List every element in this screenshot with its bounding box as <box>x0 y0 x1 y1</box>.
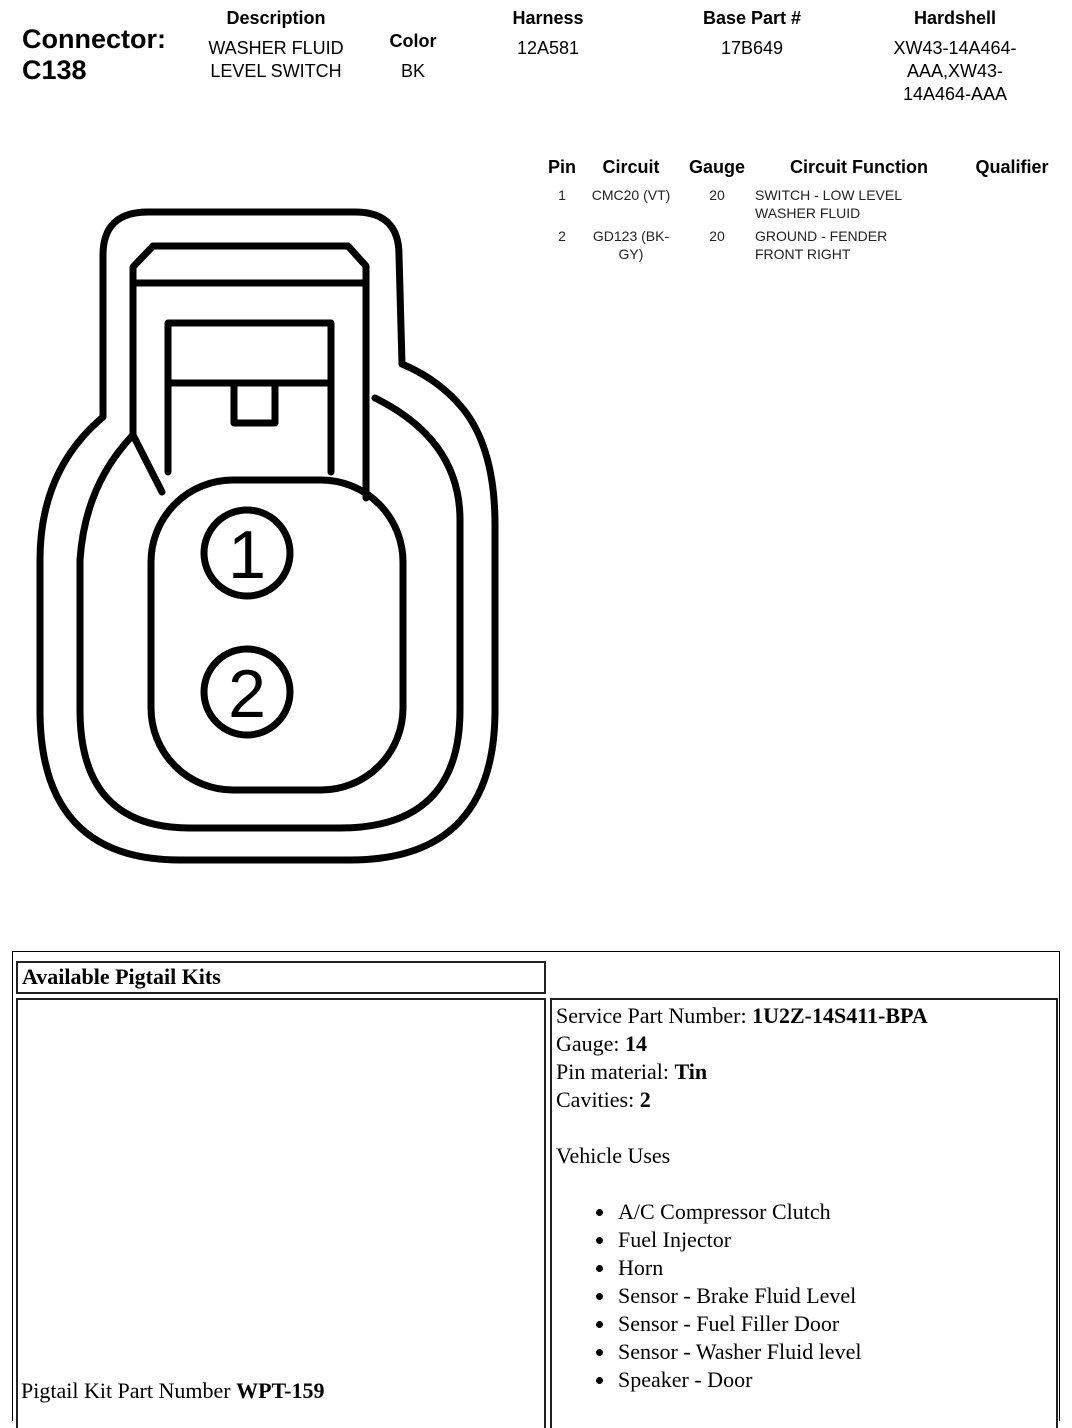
pigtail-kits-header: Available Pigtail Kits <box>22 964 221 989</box>
qualifier-col-header: Qualifier <box>975 157 1049 177</box>
latch-window-outline <box>168 323 331 472</box>
gauge-line <box>556 1030 928 1058</box>
circuit-col-header: Circuit <box>602 157 660 177</box>
pin-2-function-line-1: GROUND - FENDER <box>755 228 888 244</box>
pin-1-label: 1 <box>228 517 266 593</box>
pigtail-kit-part-number <box>21 1377 325 1405</box>
hardshell-value <box>860 37 1050 106</box>
pin-col-header: Pin <box>547 157 576 177</box>
connector-label-title: Connector: <box>22 24 166 54</box>
latch-left-wall <box>133 280 162 492</box>
kit-details <box>556 1002 928 1394</box>
connector-face-drawing <box>0 170 520 890</box>
service-part-line <box>556 1002 928 1030</box>
cavities-value: 2 <box>639 1087 651 1112</box>
pin-1-number: 1 <box>558 187 566 203</box>
pin-1-function-line-1: SWITCH - LOW LEVEL <box>755 187 903 203</box>
pigtail-kit-details-cell <box>550 998 1058 1428</box>
pin-2-function-line-2: FRONT RIGHT <box>755 246 851 262</box>
pin-1-function-line-2: WASHER FLUID <box>755 205 861 221</box>
pin-2-circuit-line-2: GY) <box>618 246 644 262</box>
vehicle-use-item: • Horn <box>616 1254 928 1282</box>
harness-header: Harness <box>512 8 584 28</box>
pin-1-circuit-line-1: CMC20 (VT) <box>591 187 671 203</box>
description-line-1: WASHER FLUID <box>208 38 344 58</box>
pin-2-label: 2 <box>228 656 266 732</box>
circuit-function-col-header: Circuit Function <box>790 157 928 177</box>
gauge-col-header: Gauge <box>688 157 745 177</box>
vehicle-use-item: • Sensor - Brake Fluid Level <box>616 1282 928 1310</box>
connector-label <box>22 24 166 86</box>
kit-part-value: WPT-159 <box>236 1378 325 1403</box>
vehicle-use-item: • Fuel Injector <box>616 1226 928 1254</box>
hardshell-line-3: 14A464-AAA <box>902 84 1008 104</box>
description-header: Description <box>226 8 326 28</box>
color-value: BK <box>400 61 425 81</box>
pigtail-kits-header-cell <box>16 961 546 994</box>
pin-1-circuit <box>584 186 678 204</box>
latch-cap-outline <box>133 246 366 280</box>
pigtail-kit-image-cell <box>16 998 546 1428</box>
harness-value: 12A581 <box>516 38 580 58</box>
pin-2-number: 2 <box>558 228 566 244</box>
hardshell-line-2: AAA,XW43- <box>906 61 1004 81</box>
latch-notch <box>234 383 275 423</box>
vehicle-use-item: • A/C Compressor Clutch <box>616 1198 928 1226</box>
outer-housing-outline <box>40 212 495 860</box>
vehicle-use-item: • Sensor - Washer Fluid level <box>616 1338 928 1366</box>
kit-part-label: Pigtail Kit Part Number <box>21 1378 237 1403</box>
pin-2-circuit <box>584 227 678 263</box>
base-part-header: Base Part # <box>702 8 802 28</box>
pin-2-circuit-line-1: GD123 (BK- <box>592 228 670 244</box>
service-part-value: 1U2Z-14S411-BPA <box>752 1003 928 1028</box>
gauge-label: Gauge: <box>556 1031 626 1056</box>
vehicle-uses-list <box>556 1198 928 1394</box>
cavities-line <box>556 1086 928 1114</box>
cavities-label: Cavities: <box>556 1087 640 1112</box>
color-header: Color <box>389 31 437 51</box>
description-line-2: LEVEL SWITCH <box>210 61 342 81</box>
description-value <box>186 37 366 83</box>
hardshell-line-1: XW43-14A464- <box>893 38 1017 58</box>
hardshell-header: Hardshell <box>913 8 997 28</box>
pin-material-line <box>556 1058 928 1086</box>
pin-2-gauge: 20 <box>709 228 725 244</box>
pin-material-value: Tin <box>674 1059 708 1084</box>
service-part-label: Service Part Number: <box>556 1003 753 1028</box>
vehicle-use-item: • Sensor - Fuel Filler Door <box>616 1310 928 1338</box>
gauge-value: 14 <box>625 1031 648 1056</box>
pin-2-function <box>755 227 955 263</box>
base-part-value: 17B649 <box>720 38 784 58</box>
pin-material-label: Pin material: <box>556 1059 675 1084</box>
connector-id: C138 <box>22 55 87 85</box>
pin-1-function <box>755 186 955 222</box>
vehicle-uses-label: Vehicle Uses <box>556 1143 671 1168</box>
pin-1-gauge: 20 <box>709 187 725 203</box>
vehicle-use-item: • Speaker - Door <box>616 1366 928 1394</box>
